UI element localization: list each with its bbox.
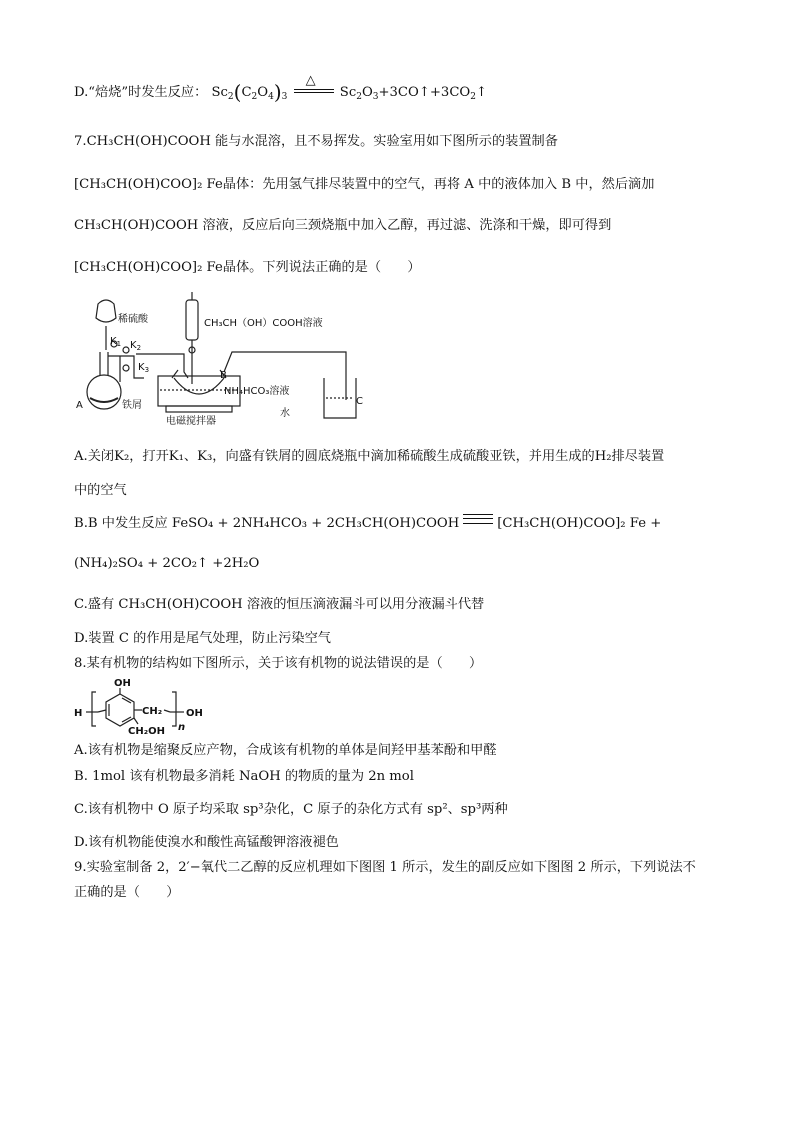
q7-option-a-line1: A.关闭K₂，打开K₁、K₃，向盛有铁屑的圆底烧瓶中滴加稀硫酸生成硫酸亚铁，并用生成的H₂排尽装置 [74,449,665,464]
label-k1: $K_1$ [110,336,122,348]
label-k2: $K_2$ [130,340,142,352]
q7-option-c: C.盛有 CH₃CH(OH)COOH 溶液的恒压滴液漏斗可以用分液漏斗代替 [74,597,485,612]
label-a: A [76,400,83,411]
q9-stem-line1: 9.实验室制备 2，2′−氧代二乙醇的反应机理如下图图 1 所示，发生的副反应如下图图 2 所示，下列说法不 [74,860,696,875]
label-iron: 铁屑 [122,400,142,411]
q7-stem-line2: [CH₃CH(OH)COO]₂ Fe晶体：先用氢气排尽装置中的空气，再将 A 中的液体加入 B 中，然后滴加 [74,177,655,192]
label-n: n [178,722,186,733]
label-oh-top: OH [114,678,131,689]
q7-formula-2: [CH₃CH(OH)COO]₂ Fe [74,260,223,275]
label-nh4hco3: NH₄HCO₃溶液 [224,386,290,397]
q9-stem-line2: 正确的是（ ） [74,885,180,900]
q8-option-b: B. 1mol 该有机物最多消耗 NaOH 的物质的量为 2n mol [74,769,414,784]
label-k3: $K_3$ [138,362,150,374]
q7-stem-line3: CH₃CH(OH)COOH 溶液，反应后向三颈烧瓶中加入乙醇，再过滤、洗涤和干燥，即可得到 [74,218,612,233]
label-stirrer: 电磁搅拌器 [166,416,216,427]
option-d-line [74,73,488,106]
label-ch2oh: CH₂OH [128,726,165,736]
q7-option-b-line1: B.B 中发生反应 FeSO₄ + 2NH₄HCO₃ + 2CH₃CH(OH)COOH [CH₃CH(OH)COO]₂ Fe + [74,516,662,531]
label-dilute-acid: 稀硫酸 [118,314,148,325]
polymer-structure [74,676,234,736]
label-b: B [220,370,227,381]
reaction-reactant: $Sc_2(C_2O_4)_3$ [211,80,288,104]
q7-option-d: D.装置 C 的作用是尾气处理，防止污染空气 [74,631,331,646]
equals-sign [463,514,493,524]
label-c: C [356,396,363,407]
q7-stem-line1: 7.CH₃CH(OH)COOH 能与水混溶，且不易挥发。实验室用如下图所示的装置制备 [74,134,558,149]
reaction-products: $Sc_2O_3+3CO↑+3CO_2↑$ [339,85,488,102]
label-oh-end: OH [186,708,203,719]
label-water: 水 [280,408,290,419]
q8-stem: 8.某有机物的结构如下图所示，关于该有机物的说法错误的是（ ） [74,656,483,671]
q7-option-b-line2: (NH₄)₂SO₄ + 2CO₂↑ +2H₂O [74,556,260,571]
heat-arrow [292,73,336,98]
q8-option-c: C.该有机物中 O 原子均采取 sp³杂化，C 原子的杂化方式有 sp²、sp³两种 [74,802,508,817]
q8-option-a: A.该有机物是缩聚反应产物，合成该有机物的单体是间羟甲基苯酚和甲醛 [74,743,497,758]
q7-formula: [CH₃CH(OH)COO]₂ Fe [74,177,223,192]
q7-option-a-line2: 中的空气 [74,483,127,498]
label-lactic-acid: CH₃CH（OH）COOH溶液 [204,318,323,329]
q8-option-d: D.该有机物能使溴水和酸性高锰酸钾溶液褪色 [74,835,339,850]
label-ch2: CH₂ [142,706,163,717]
label-h-end: H [74,708,83,719]
q7-stem-line4: [CH₃CH(OH)COO]₂ Fe晶体。下列说法正确的是（ ） [74,260,421,275]
apparatus-figure [74,292,364,432]
option-d-prefix: D.“焙烧”时发生反应： [74,85,208,100]
heat-symbol: △ [305,73,316,88]
